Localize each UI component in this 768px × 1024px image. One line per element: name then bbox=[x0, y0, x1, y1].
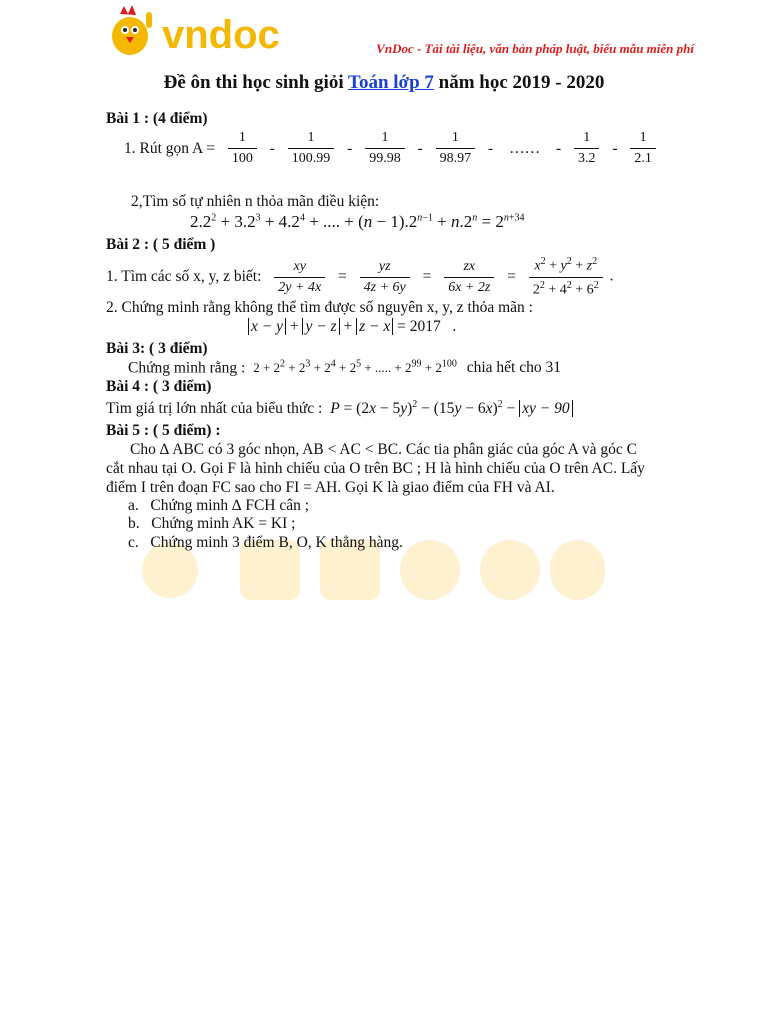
bai1-q2-label: 2,Tìm số tự nhiên n thỏa mãn điều kiện: bbox=[131, 193, 380, 210]
bai5-item-a: a. Chứng minh ∆ FCH cân ; bbox=[128, 497, 310, 514]
bai5-heading: Bài 5 : ( 5 điểm) : bbox=[106, 422, 221, 439]
bai1-q1: 1. Rút gọn A = $\frac{1}{100}$ - $\frac{1}{100.99}$ - $\frac{1}{99.98}$ - $\frac{1}{98.97}$ - …… - $\frac{1}{3.2}$ - $\frac{1}{2.1}$ bbox=[124, 130, 659, 167]
svg-text:vndoc: vndoc bbox=[162, 13, 280, 57]
bai1-heading: Bài 1 : (4 điểm) bbox=[106, 110, 208, 127]
bai5-line1: Cho ∆ ABC có 3 góc nhọn, AB < AC < BC. Các tia phân giác của góc A và góc C bbox=[130, 441, 637, 458]
bai5-item-b: b. Chứng minh AK = KI ; bbox=[128, 515, 296, 532]
bai4-heading: Bài 4 : ( 3 điểm) bbox=[106, 378, 212, 395]
fraction-6: $\frac{1}{2.1}$ bbox=[630, 130, 656, 167]
bai1-q2-equation: $2.2^2 + 3.2^3 + 4.2^4$ + .... + $(n - 1).2^{n-1} + n.2^n = 2^{n+34}$ bbox=[190, 212, 525, 231]
bai2-heading: Bài 2 : ( 5 điểm ) bbox=[106, 236, 216, 253]
title-link[interactable]: Toán lớp 7 bbox=[348, 72, 434, 93]
bai5-line2: cắt nhau tại O. Gọi F là hình chiếu của O trên BC ; H là hình chiếu của O trên AC. Lấy bbox=[106, 460, 645, 477]
bai3-text: Chứng minh rằng : $2 + 2^2 + 2^3 + 2^4 + 2^5$ + ..... + $2^{99} + 2^{100}$ chia hết cho 31 bbox=[128, 359, 561, 377]
fraction-5: $\frac{1}{3.2}$ bbox=[574, 130, 600, 167]
site-tagline: VnDoc - Tải tài liệu, văn bản pháp luật, biểu mẫu miễn phí bbox=[376, 41, 694, 56]
bai2-q2-equation: x − y + y − z + z − x = 2017 . bbox=[248, 318, 456, 336]
fraction-4: $\frac{1}{98.97}$ bbox=[436, 130, 476, 167]
page-title: Đề ôn thi học sinh giỏi Toán lớp 7 năm học 2019 - 2020 bbox=[163, 72, 605, 93]
fraction-1: $\frac{1}{100}$ bbox=[228, 130, 257, 167]
bai5-item-c: c. Chứng minh 3 điểm B, O, K thẳng hàng. bbox=[128, 534, 403, 551]
chicken-mascot-icon bbox=[112, 5, 152, 55]
vndoc-logo[interactable] bbox=[106, 4, 321, 58]
bai2-q1: 1. Tìm các số x, y, z biết: $\frac{xy}{2y + 4x}$ = $\frac{yz}{4z + 6y}$ = $\frac{zx}{6x + 2z}$ = $\frac{x^2 + y^2 + z^2}{2^2 + 4^2 + 6^2}$ . bbox=[106, 256, 614, 298]
bai2-q2-label: 2. Chứng minh rằng không thể tìm được số nguyên x, y, z thỏa mãn : bbox=[106, 299, 533, 316]
bai4-text: Tìm giá trị lớn nhất của biểu thức : $P = (2x - 5y)^2 - (15y - 6x)^2$ − xy − 90 bbox=[106, 399, 573, 418]
bai5-line3: điểm I trên đoạn FC sao cho FI = AH. Gọi K là giao điểm của FH và AI. bbox=[106, 479, 555, 496]
fraction-3: $\frac{1}{99.98}$ bbox=[365, 130, 405, 167]
fraction-2: $\frac{1}{100.99}$ bbox=[288, 130, 335, 167]
bai3-heading: Bài 3: ( 3 điểm) bbox=[106, 340, 208, 357]
